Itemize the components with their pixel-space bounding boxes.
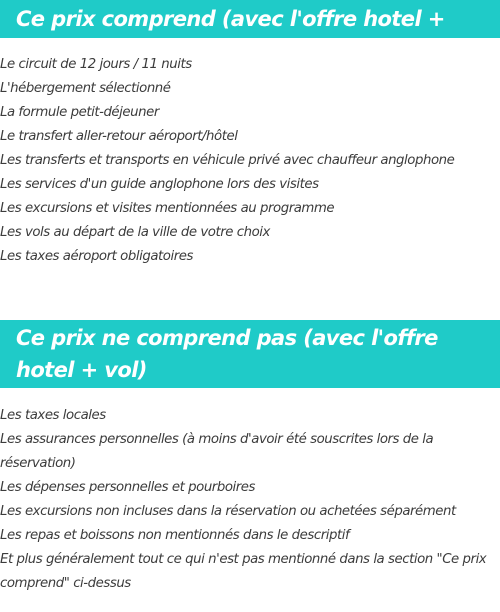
included-section-title: Ce prix comprend (avec l'offre hotel + vol): [0, 0, 500, 38]
excluded-item: Et plus généralement tout ce qui n'est pas mentionné dans la section "Ce prix comprend" ci-dessus: [0, 552, 487, 591]
excluded-item: Les repas et boissons non mentionnés dans le descriptif: [0, 528, 350, 543]
excluded-item: Les taxes locales: [0, 408, 106, 423]
included-item: Les services d'un guide anglophone lors des visites: [0, 177, 319, 192]
included-items-list: [0, 53, 500, 269]
included-item: L'hébergement sélectionné: [0, 81, 171, 96]
included-item: La formule petit-déjeuner: [0, 105, 159, 120]
included-item: Les vols au départ de la ville de votre choix: [0, 225, 270, 240]
excluded-item: Les dépenses personnelles et pourboires: [0, 480, 255, 495]
included-item: Les taxes aéroport obligatoires: [0, 249, 193, 264]
included-item: Les transferts et transports en véhicule privé avec chauffeur anglophone: [0, 153, 455, 168]
excluded-item: Les assurances personnelles (à moins d'avoir été souscrites lors de la réservation): [0, 432, 434, 471]
included-item: Le circuit de 12 jours / 11 nuits: [0, 57, 192, 72]
excluded-items-list: [0, 404, 500, 596]
included-item: Les excursions et visites mentionnées au programme: [0, 201, 335, 216]
included-item: Le transfert aller-retour aéroport/hôtel: [0, 129, 238, 144]
excluded-section-title: Ce prix ne comprend pas (avec l'offre hotel + vol): [0, 320, 500, 388]
excluded-item: Les excursions non incluses dans la réservation ou achetées séparément: [0, 504, 456, 519]
